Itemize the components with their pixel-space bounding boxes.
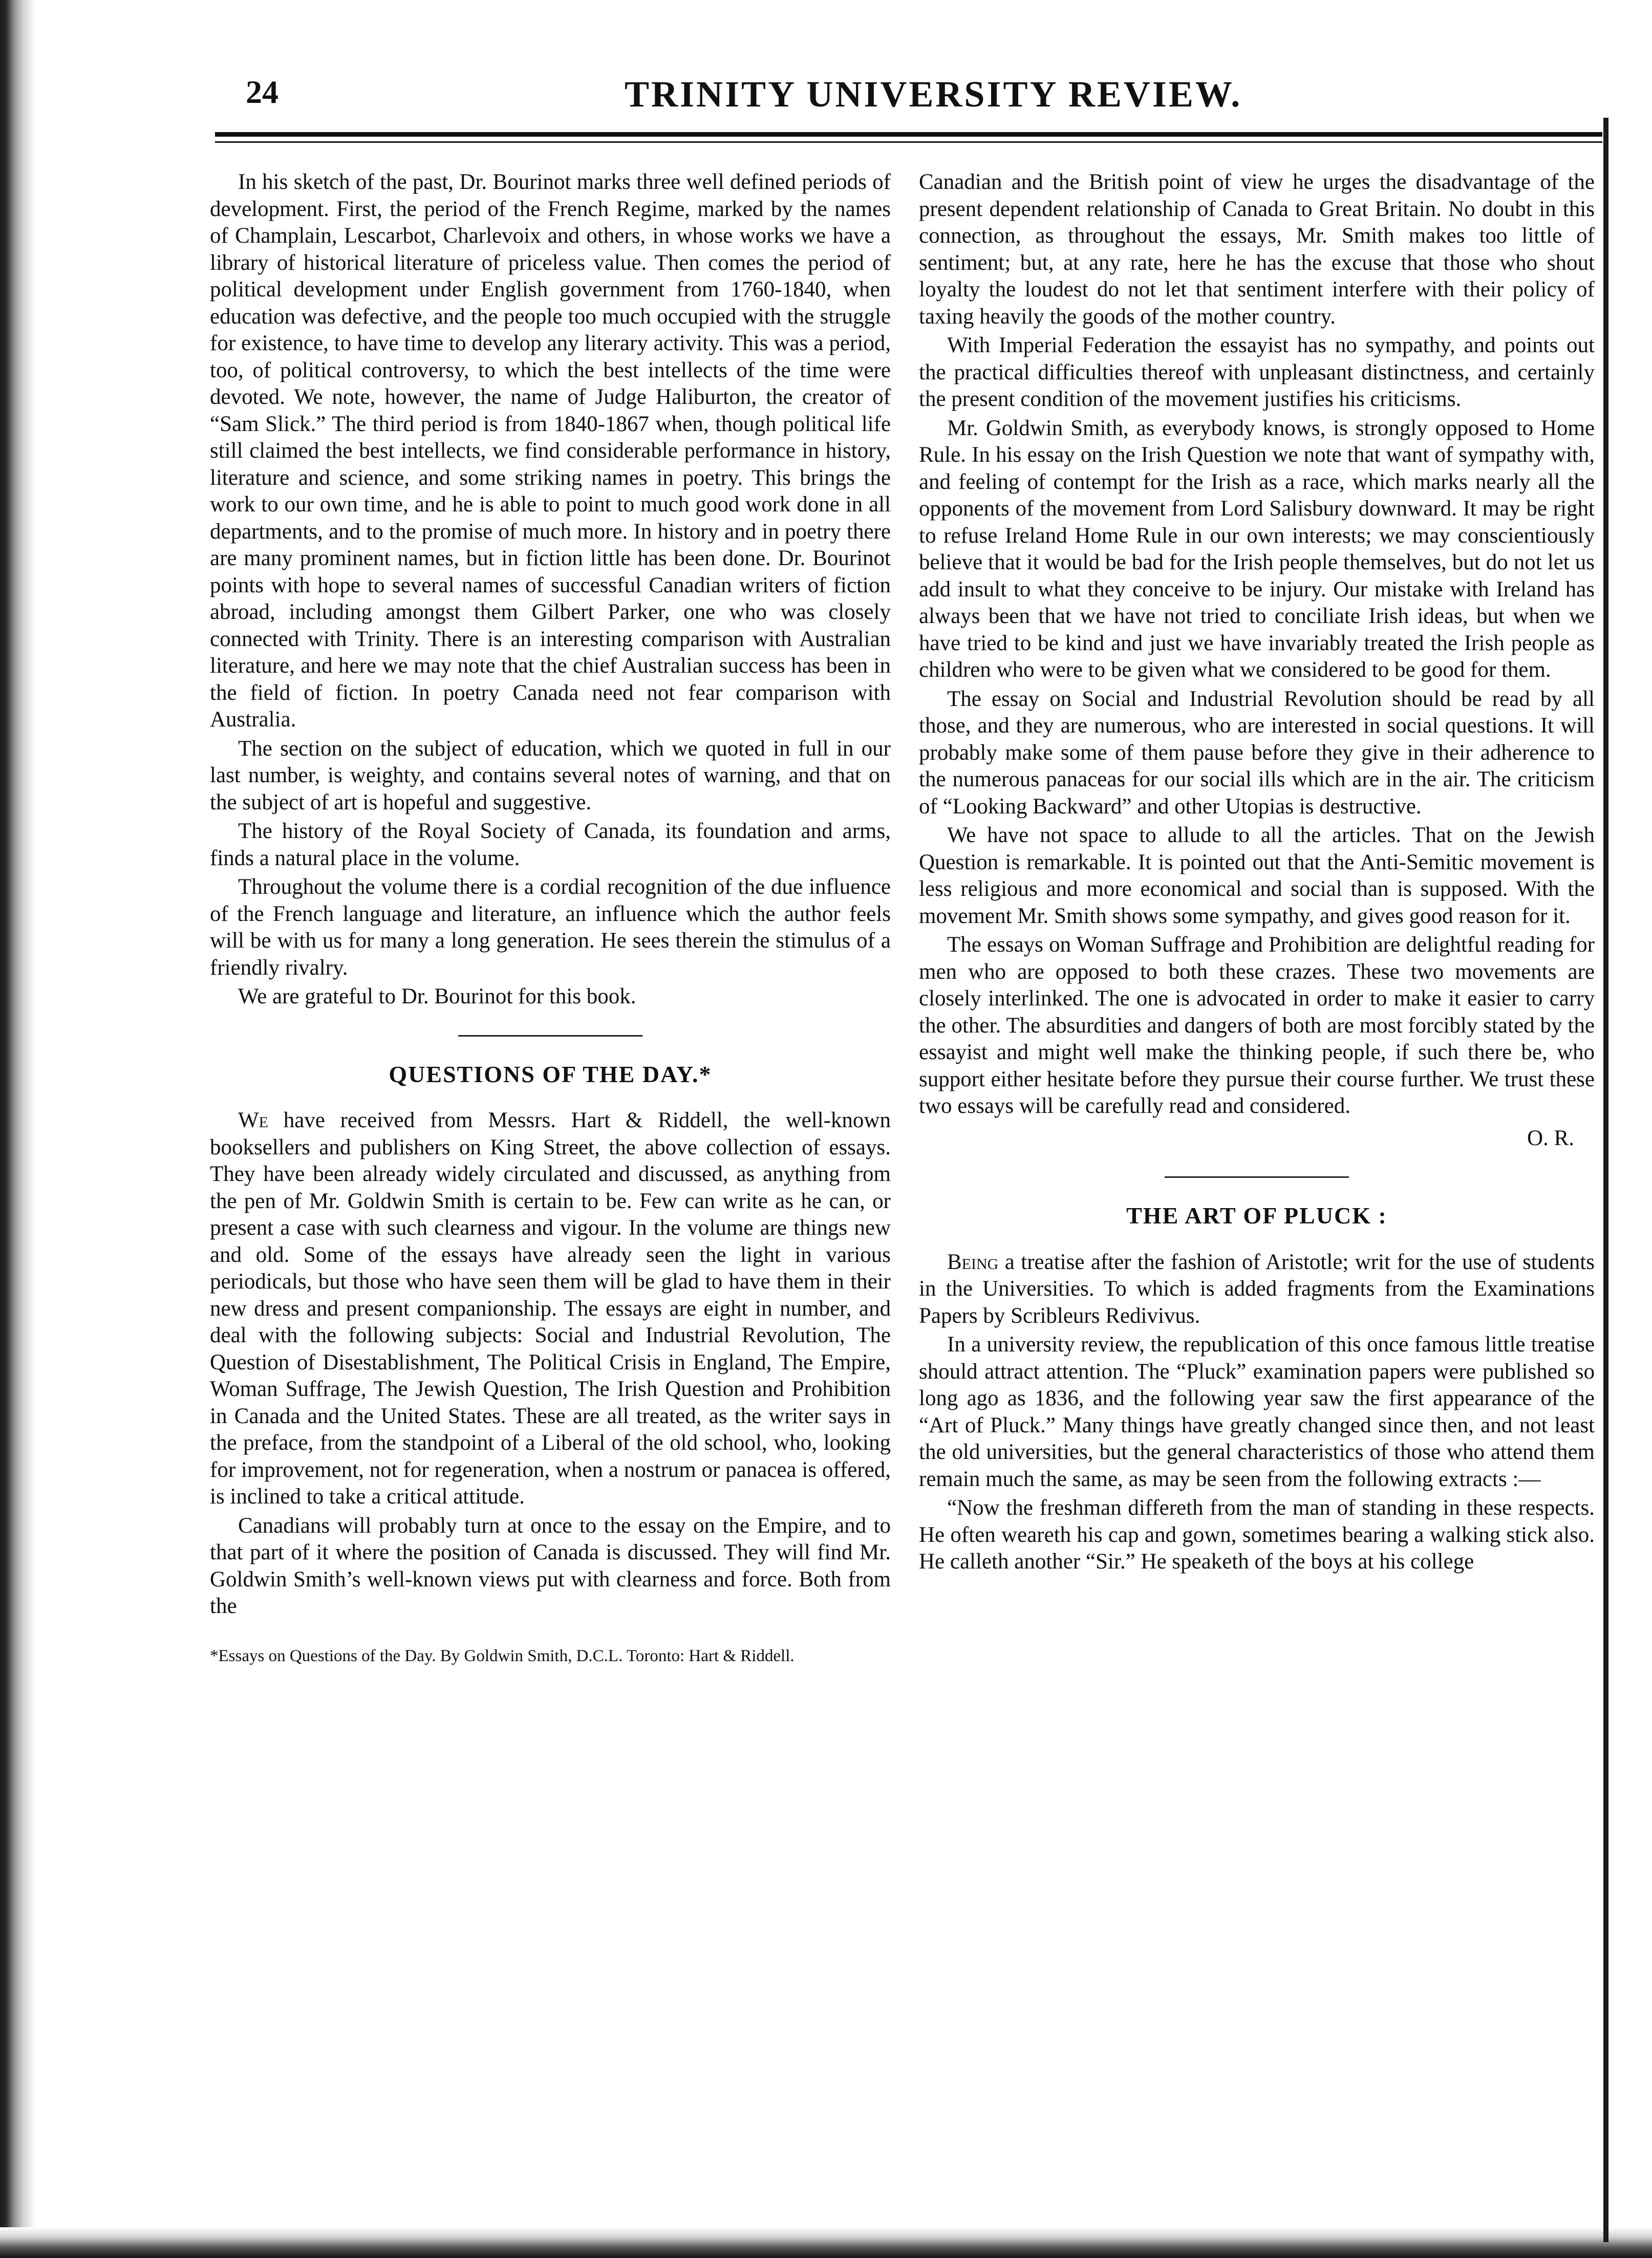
- header-rule: [215, 132, 1602, 137]
- page-right-edge: [1603, 118, 1608, 2242]
- adjacent-page-margin: [1613, 128, 1652, 2227]
- questions-continued-paragraph: Mr. Goldwin Smith, as everybody knows, is strongly opposed to Home Rule. In his essay on the Irish Question we note that want of sympathy with, and feeling of contempt for the Irish as a race, which marks nearly all the opponents of the movement from Lord Salisbury downward. It may be right to refuse Ireland Home Rule in our own interests; we may conscientiously believe that it would be bad for the Irish people themselves, but do not let us add insult to what they conceive to be injury. Our mistake with Ireland has always been that we have not tried to conciliate Irish ideas, but when we have tried to be kind and just we have invariably treated the Irish people as children who were to be given what we considered to be good for them.: [919, 416, 1595, 682]
- section-divider: [458, 1035, 642, 1037]
- questions-continued-paragraph: We have not space to allude to all the articles. That on the Jewish Question is remarkable. It is pointed out that the Anti-Semitic movement is less religious and more economical and social than is supposed. With the movement Mr. Smith shows some sympathy, and gives good reason for it.: [919, 823, 1595, 928]
- author-initials: O. R.: [1527, 1126, 1574, 1150]
- bourinot-paragraph: The history of the Royal Society of Canada, its foundation and arms, finds a natural place in the volume.: [210, 819, 891, 870]
- left-column: [210, 169, 891, 1683]
- paragraph-text: a treatise after the fashion of Aristotle; writ for the use of students in the Universities. To which is added fragments from the Examinations Papers by Scribleurs Redivivus.: [919, 1250, 1595, 1328]
- questions-continued-paragraph: The essays on Woman Suffrage and Prohibition are delightful reading for men who are opposed to both these crazes. These two movements are closely interlinked. The one is advocated in order to make it easier to carry the other. The absurdities and dangers of both are most forcibly stated by the essayist and might well make the thinking people, if such there be, who support either hesitate before they pursue their course further. We trust these two essays will be carefully read and considered.: [919, 933, 1595, 1118]
- pluck-paragraph: In a university review, the republication of this once famous little treatise should attract attention. The “Pluck” examination papers were published so long ago as 1836, and the following year saw the first appearance of the “Art of Pluck.” Many things have greatly changed since then, and not least the old universities, but the general characteristics of those who attend them remain much the same, as may be seen from the following extracts :—: [919, 1332, 1595, 1491]
- pluck-paragraph: “Now the freshman differeth from the man of standing in these respects. He often weareth his cap and gown, sometimes bearing a walking stick also. He calleth another “Sir.” He speaketh of the boys at his college: [919, 1496, 1595, 1574]
- page-header: [225, 64, 1607, 125]
- page-bottom-shadow: [0, 2227, 1652, 2258]
- bourinot-paragraph: In his sketch of the past, Dr. Bourinot marks three well defined periods of development. First, the period of the French Regime, marked by the names of Champlain, Lescarbot, Charlevoix and others, in whose works we have a library of historical literature of priceless value. Then comes the period of political development under English government from 1760-1840, when education was defective, and the people too much occupied with the struggle for existence, to have time to develop any literary activity. This was a period, too, of political controversy, to which the best intellects of the time were devoted. We note, however, the name of Judge Haliburton, the creator of “Sam Slick.” The third period is from 1840-1867 when, though political life still claimed the best intellects, we find considerable performance in history, literature and science, and some striking names in poetry. This brings the work to our own time, and he is able to point to much good work done in all departments, and to the promise of much more. In history and in poetry there are many prominent names, but in fiction little has been done. Dr. Bourinot points with hope to several names of successful Canadian writers of fiction abroad, including amongst them Gilbert Parker, one who was closely connected with Trinity. There is an interesting comparison with Australian literature, and here we may note that the chief Australian success has been in the field of fiction. In poetry Canada need not fear comparison with Australia.: [210, 170, 891, 732]
- journal-title: TRINITY UNIVERSITY REVIEW.: [625, 74, 1242, 115]
- questions-paragraph: [210, 1107, 891, 1511]
- footnote: *Essays on Questions of the Day. By Goldwin Smith, D.C.L. Toronto: Hart & Riddell.: [210, 1646, 795, 1665]
- questions-continued-paragraph: The essay on Social and Industrial Revolution should be read by all those, and they are numerous, who are interested in social questions. It will probably make some of them pause before they give in their adherence to the numerous panaceas for our social ills which are in the air. The criticism of “Looking Backward” and other Utopias is destructive.: [919, 686, 1595, 819]
- drop-word: We: [238, 1108, 268, 1132]
- section-title-art-of-pluck: THE ART OF PLUCK :: [1126, 1202, 1387, 1229]
- bourinot-paragraph: The section on the subject of education, which we quoted in full in our last number, is weighty, and contains several notes of warning, and that on the subject of art is hopeful and suggestive.: [210, 736, 891, 814]
- header-rule-thin: [215, 141, 1602, 143]
- bourinot-paragraph: Throughout the volume there is a cordial recognition of the due influence of the French language and literature, an influence which the author feels will be with us for many a long generation. He sees therein the stimulus of a friendly rivalry.: [210, 875, 891, 980]
- drop-word: Being: [947, 1250, 999, 1274]
- questions-paragraph: Canadians will probably turn at once to the essay on the Empire, and to that part of it where the position of Canada is discussed. They will find Mr. Goldwin Smith’s well-known views put with clearness and force. Both from the: [210, 1513, 891, 1618]
- questions-continued-paragraph: With Imperial Federation the essayist has no sympathy, and points out the practical difficulties thereof with unpleasant distinctness, and certainly the present condition of the movement justifies his criticisms.: [919, 333, 1595, 411]
- bourinot-paragraph: We are grateful to Dr. Bourinot for this book.: [238, 984, 636, 1008]
- section-title-questions-of-the-day: QUESTIONS OF THE DAY.*: [389, 1061, 712, 1087]
- book-binding-shadow: [0, 0, 36, 2258]
- pluck-paragraph: [919, 1249, 1595, 1330]
- right-column: [919, 169, 1595, 1576]
- page-number: 24: [246, 74, 278, 110]
- paragraph-text: have received from Messrs. Hart & Riddell, the well-known booksellers and publishers on King Street, the above collection of essays. They have been already widely circulated and discussed, as anything from the pen of Mr. Goldwin Smith is certain to be. Few can write as he can, or present a case with such clearness and vigour. In the volume are things new and old. Some of the essays have already seen the light in various periodicals, but those who have seen them will be glad to have them in their new dress and present companionship. The essays are eight in number, and deal with the following subjects: Social and Industrial Revolution, The Question of Disestablishment, The Political Crisis in England, The Empire, Woman Suffrage, The Jewish Question, The Irish Question and Prohibition in Canada and the United States. These are all treated, as the writer says in the preface, from the standpoint of a Liberal of the old school, who, looking for improvement, not for regeneration, when a nostrum or panacea is offered, is inclined to take a critical attitude.: [210, 1108, 891, 1509]
- section-divider: [1165, 1176, 1349, 1178]
- questions-continued-paragraph: Canadian and the British point of view he urges the disadvantage of the present dependent relationship of Canada to Great Britain. No doubt in this connection, as throughout the essays, Mr. Smith makes too little of sentiment; but, at any rate, here he has the excuse that those who shout loyalty the loudest do not let that sentiment interfere with their policy of taxing heavily the goods of the mother country.: [919, 170, 1595, 329]
